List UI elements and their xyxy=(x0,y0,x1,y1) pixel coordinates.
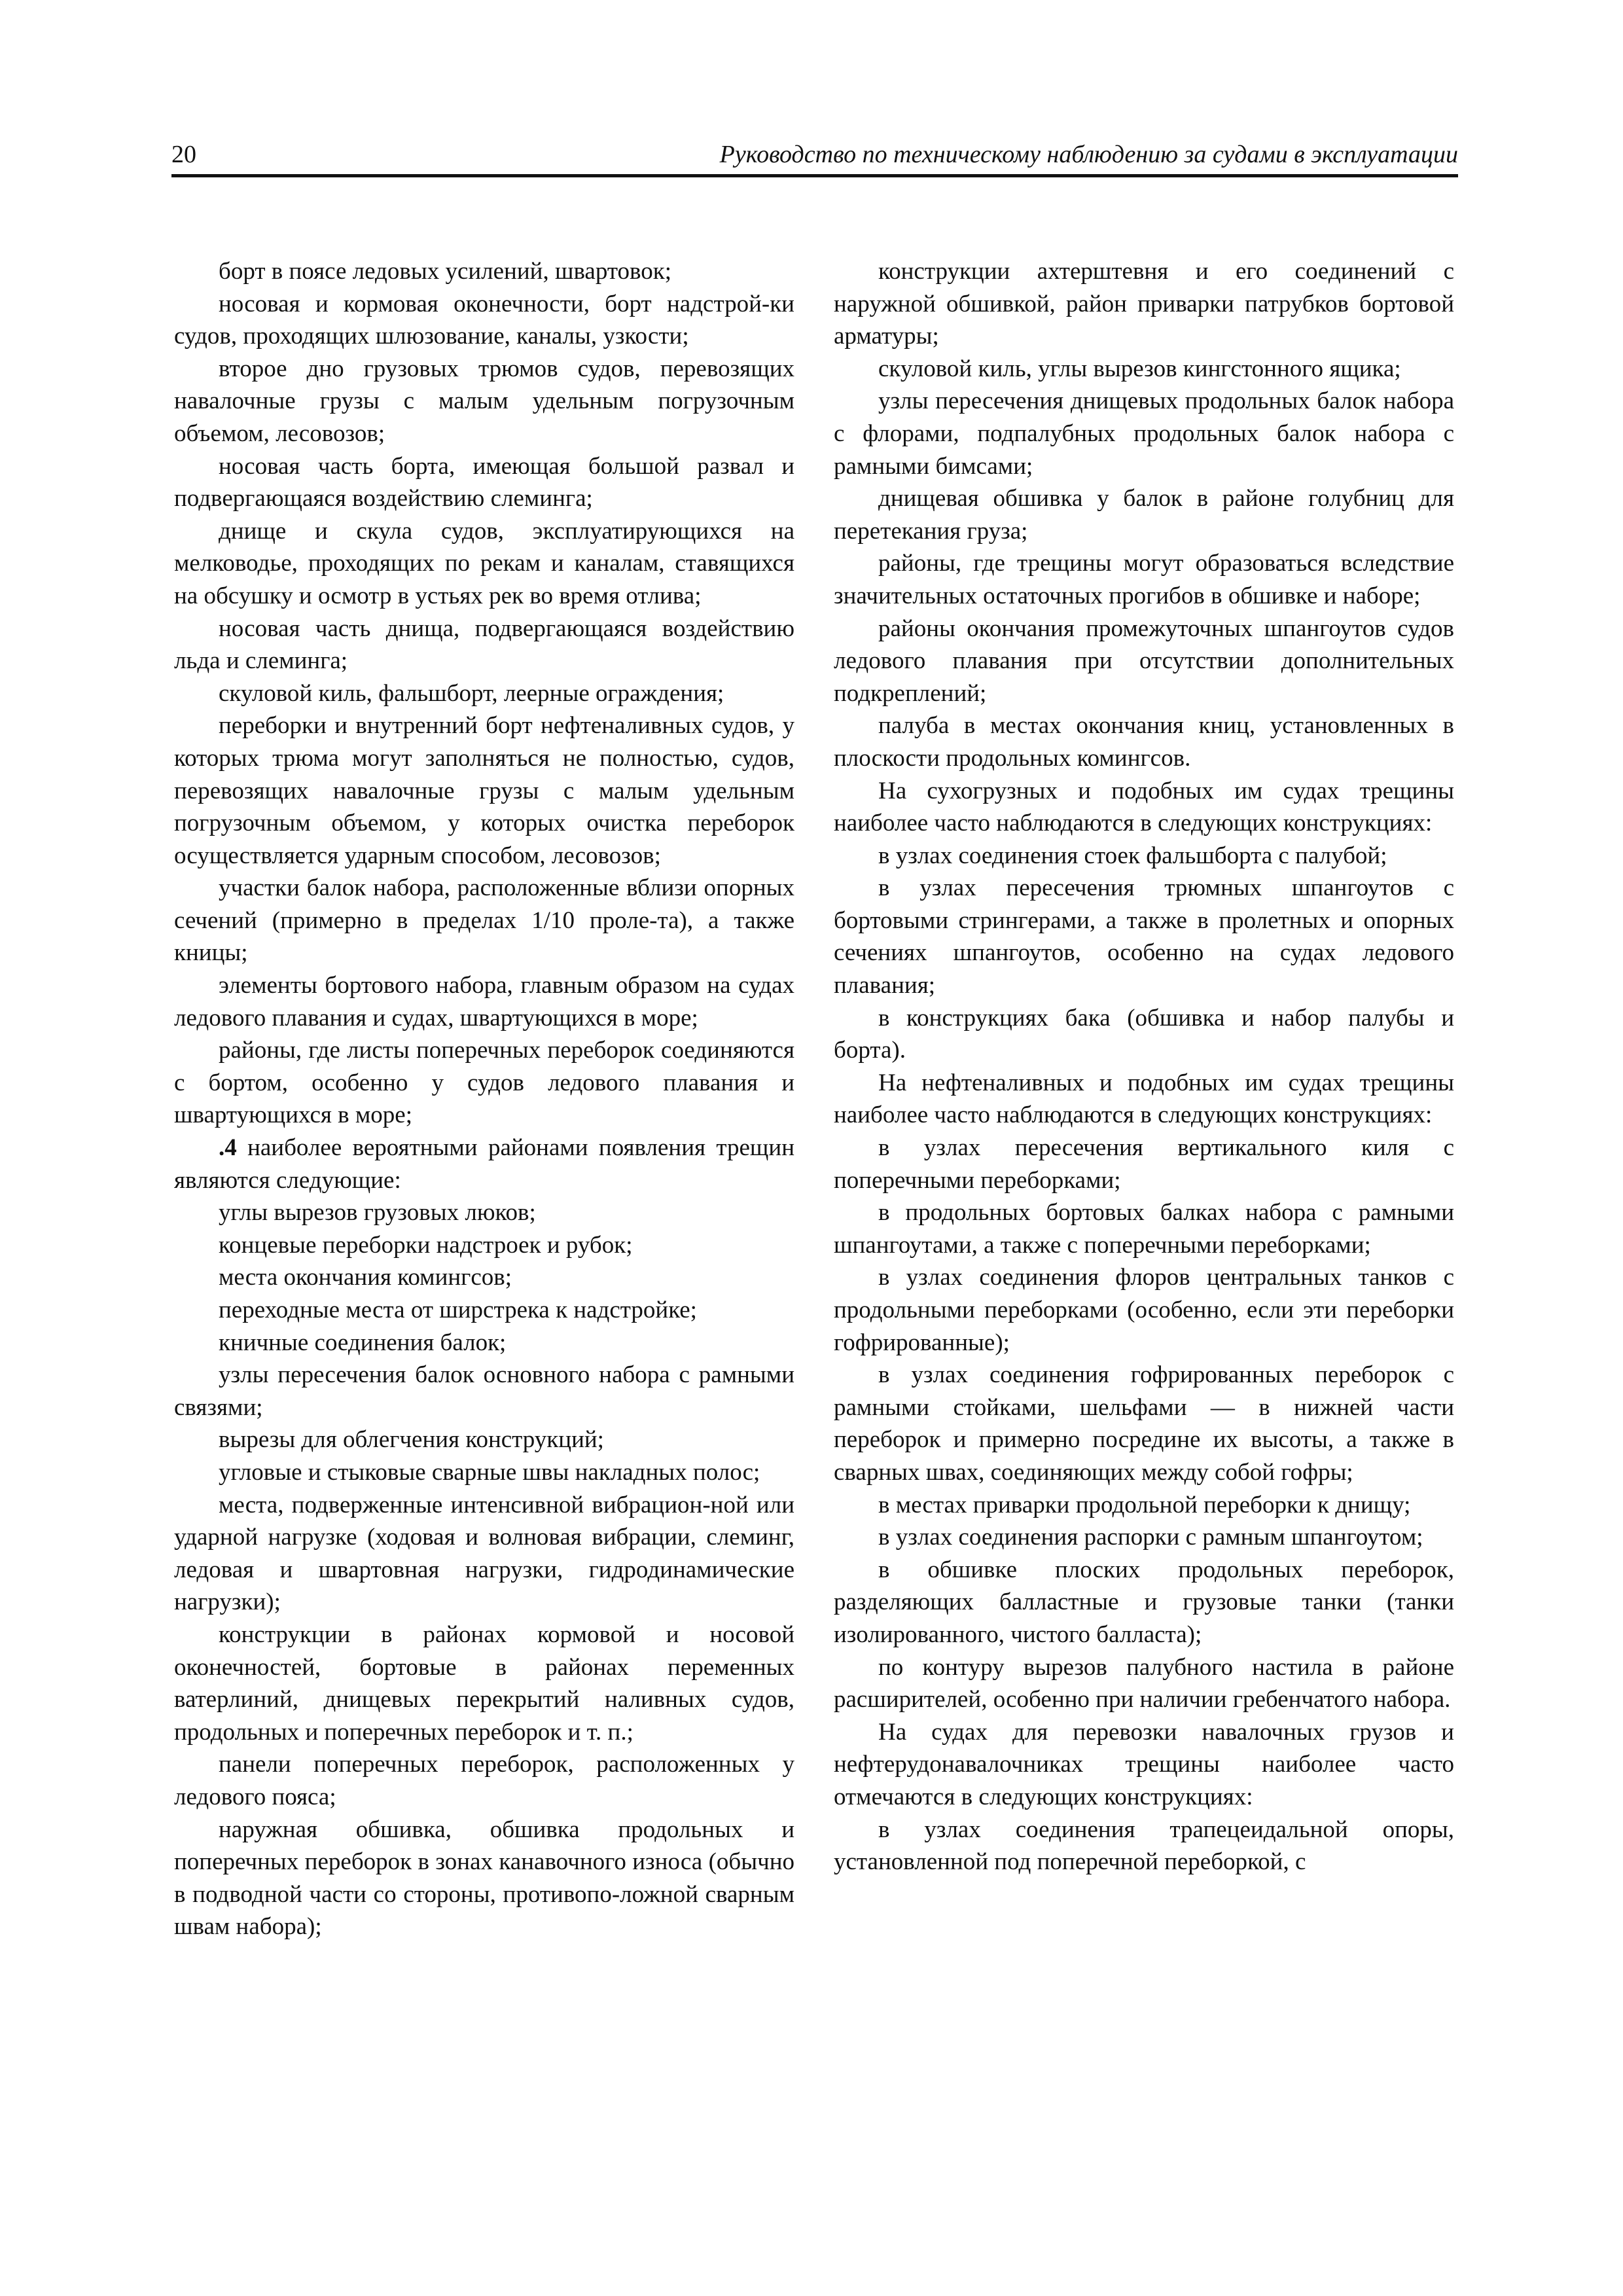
paragraph: конструкции в районах кормовой и носовой оконечностей, бортовые в районах переменных ватерлиний, днищевых перекрытий наливных судов, продольных и поперечных переборок и т. п.; xyxy=(174,1621,794,1746)
paragraph: в узлах соединения трапецеидальной опоры, установленной под поперечной переборкой, с xyxy=(834,1816,1454,1876)
paragraph: угловые и стыковые сварные швы накладных полос; xyxy=(219,1458,760,1486)
paragraph: носовая часть днища, подвергающаяся воздействию льда и слеминга; xyxy=(174,615,794,675)
paragraph: переходные места от ширстрека к надстройке; xyxy=(219,1297,697,1323)
page-number: 20 xyxy=(171,141,196,168)
paragraph: второе дно грузовых трюмов судов, перевозящих навалочные грузы с малым удельным погрузочным объемом, лесовозов; xyxy=(174,355,794,447)
paragraph: борт в поясе ледовых усилений, швартовок; xyxy=(219,258,672,285)
paragraph: концевые переборки надстроек и рубок; xyxy=(219,1231,633,1259)
paragraph: переборки и внутренний борт нефтеналивных судов, у которых трюма могут заполняться не полностью, судов, перевозящих навалочные грузы с малым удельным погрузочным объемом, у которых очистка переборок осуществляется ударным способом, лесовозов; xyxy=(174,712,794,869)
paragraph: в узлах соединения гофрированных переборок с рамными стойками, шельфами — в нижней части переборок и примерно посредине их высоты, а также в сварных швах, соединяющих между собой гофры; xyxy=(834,1361,1454,1486)
paragraph: кничные соединения балок; xyxy=(219,1329,507,1356)
paragraph: скуловой киль, фальшборт, леерные ограждения; xyxy=(219,679,724,707)
paragraph: На сухогрузных и подобных им судах трещины наиболее часто наблюдаются в следующих конструкциях: xyxy=(834,777,1454,837)
paragraph: в продольных бортовых балках набора с рамными шпангоутами, а также с поперечными переборками; xyxy=(834,1199,1454,1259)
paragraph: палуба в местах окончания книц, установленных в плоскости продольных комингсов. xyxy=(834,712,1454,772)
paragraph: элементы бортового набора, главным образом на судах ледового плавания и судах, швартующихся в море; xyxy=(174,972,794,1031)
paragraph: районы, где трещины могут образоваться вследствие значительных остаточных прогибов в обшивке и наборе; xyxy=(834,550,1454,609)
paragraph: панели поперечных переборок, расположенных у ледового пояса; xyxy=(174,1751,794,1810)
paragraph: узлы пересечения днищевых продольных балок набора с флорами, подпалубных продольных балок набора с рамными бимсами; xyxy=(834,387,1454,480)
paragraph: в узлах соединения стоек фальшборта с палубой; xyxy=(878,842,1387,869)
item-number: .4 xyxy=(219,1134,237,1162)
right-column xyxy=(834,255,1454,1878)
running-title: Руководство по техническому наблюдению за судами в эксплуатации xyxy=(719,141,1458,168)
numbered-paragraph xyxy=(174,1132,794,1196)
paragraph: по контуру вырезов палубного настила в районе расширителей, особенно при наличии гребенчатого набора. xyxy=(834,1653,1454,1713)
paragraph: в обшивке плоских продольных переборок, разделяющих балластные и грузовые танки (танки изолированного, чистого балласта); xyxy=(834,1556,1454,1648)
paragraph: днище и скула судов, эксплуатирующихся на мелководье, проходящих по рекам и каналам, ставящихся на обсушку и осмотр в устьях рек во время отлива; xyxy=(174,517,794,609)
paragraph: На судах для перевозки навалочных грузов и нефтерудонавалочниках трещины наиболее часто отмечаются в следующих конструкциях: xyxy=(834,1718,1454,1810)
paragraph: узлы пересечения балок основного набора с рамными связями; xyxy=(174,1361,794,1421)
paragraph: конструкции ахтерштевня и его соединений с наружной обшивкой, район приварки патрубков бортовой арматуры; xyxy=(834,258,1454,350)
paragraph: На нефтеналивных и подобных им судах трещины наиболее часто наблюдаются в следующих конструкциях: xyxy=(834,1069,1454,1129)
paragraph: в местах приварки продольной переборки к днищу; xyxy=(878,1491,1411,1518)
paragraph: в узлах пересечения вертикального киля с поперечными переборками; xyxy=(834,1134,1454,1194)
paragraph: днищевая обшивка у балок в районе голубниц для перетекания груза; xyxy=(834,485,1454,545)
paragraph: районы, где листы поперечных переборок соединяются с бортом, особенно у судов ледового плавания и швартующихся в море; xyxy=(174,1037,794,1129)
paragraph: места окончания комингсов; xyxy=(219,1264,512,1291)
header-rule xyxy=(171,174,1458,177)
left-column xyxy=(174,255,794,1943)
paragraph: районы окончания промежуточных шпангоутов судов ледового плавания при отсутствии дополнительных подкреплений; xyxy=(834,615,1454,707)
paragraph: участки балок набора, расположенные вблизи опорных сечений (примерно в пределах 1/10 проле-та), а также кницы; xyxy=(174,874,794,967)
paragraph: в узлах пересечения трюмных шпангоутов с бортовыми стрингерами, а также в пролетных и опорных сечениях шпангоутов, особенно на судах ледового плавания; xyxy=(834,874,1454,999)
paragraph: наружная обшивка, обшивка продольных и поперечных переборок в зонах канавочного износа (обычно в подводной части со стороны, противопо-ложной сварным швам набора); xyxy=(174,1816,794,1941)
paragraph: носовая и кормовая оконечности, борт надстрой-ки судов, проходящих шлюзование, каналы, узкости; xyxy=(174,290,794,350)
paragraph: углы вырезов грузовых люков; xyxy=(219,1199,536,1227)
paragraph: скуловой киль, углы вырезов кингстонного ящика; xyxy=(878,355,1401,382)
paragraph: в конструкциях бака (обшивка и набор палубы и борта). xyxy=(834,1004,1454,1064)
paragraph: в узлах соединения флоров центральных танков с продольными переборками (особенно, если эти переборки гофрированные); xyxy=(834,1264,1454,1356)
paragraph: носовая часть борта, имеющая большой развал и подвергающаяся воздействию слеминга; xyxy=(174,452,794,512)
page-header xyxy=(171,139,1458,178)
paragraph-text: наиболее вероятными районами появления трещин являются следующие: xyxy=(174,1134,794,1194)
paragraph: в узлах соединения распорки с рамным шпангоутом; xyxy=(878,1524,1423,1551)
paragraph: места, подверженные интенсивной вибрацион-ной или ударной нагрузке (ходовая и волновая вибрации, слеминг, ледовая и швартовная нагрузки, гидродинамические нагрузки); xyxy=(174,1491,794,1616)
paragraph: вырезы для облегчения конструкций; xyxy=(219,1426,604,1454)
